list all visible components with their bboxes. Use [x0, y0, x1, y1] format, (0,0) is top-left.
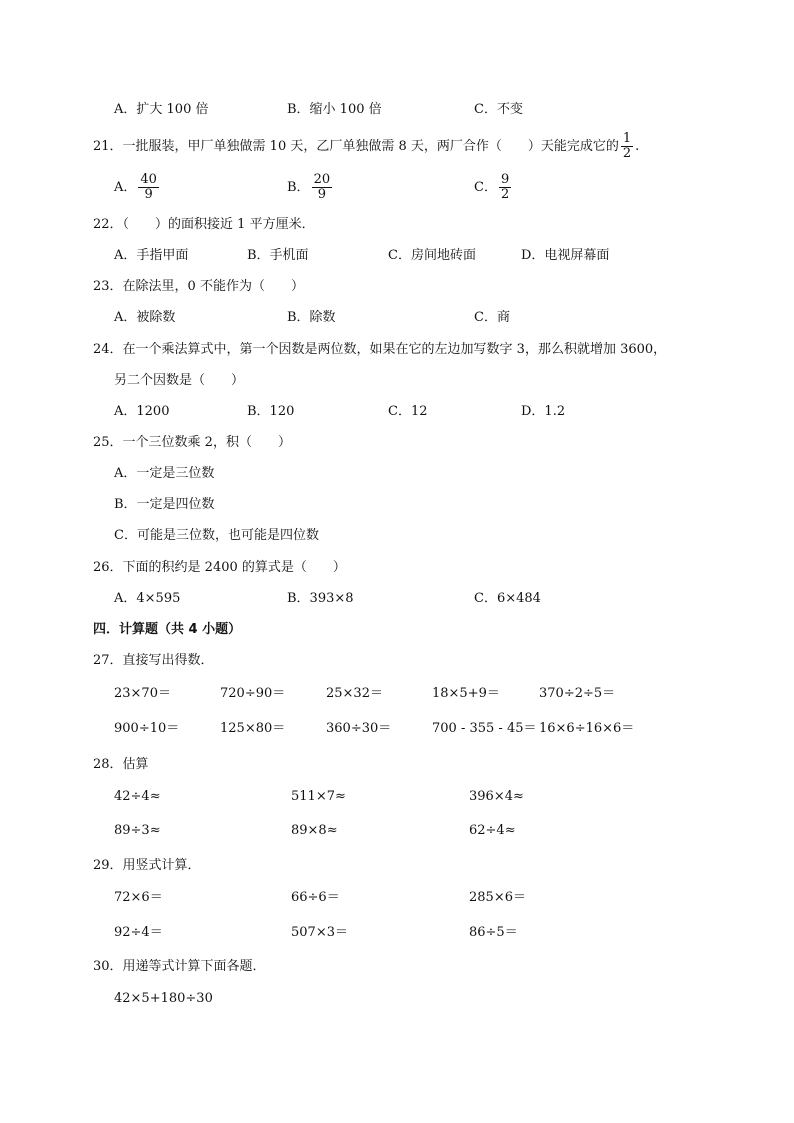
q28-stem: 28．估算 — [93, 757, 149, 772]
q26-stem: 26．下面的积约是 2400 的算式是（ ） — [93, 560, 346, 575]
q22-option-b: B．手机面 — [247, 248, 309, 263]
q21-option-c: C． $\frac{9}{2}$ — [474, 172, 510, 202]
q23-option-b: B．除数 — [287, 310, 336, 325]
q28-item: 511×7≈ — [291, 789, 346, 804]
q27-item: 900÷10＝ — [114, 721, 180, 736]
q22-stem: 22．（ ）的面积接近 1 平方厘米． — [93, 217, 315, 232]
q25-stem: 25．一个三位数乘 2，积（ ） — [93, 435, 291, 450]
q26-option-a: A．4×595 — [114, 591, 181, 606]
q30-stem: 30．用递等式计算下面各题． — [93, 959, 266, 974]
q25-option-c: C．可能是三位数，也可能是四位数 — [114, 528, 319, 543]
q27-item: 25×32＝ — [326, 686, 383, 701]
q29-item: 92÷4＝ — [114, 925, 163, 940]
q26-option-c: C．6×484 — [474, 591, 541, 606]
section-heading: 四．计算题（共 4 小题） — [93, 622, 242, 637]
q26-option-b: B．393×8 — [287, 591, 354, 606]
q28-item: 42÷4≈ — [114, 789, 161, 804]
q20-option-a: A．扩大 100 倍 — [114, 102, 209, 117]
q25-option-a: A．一定是三位数 — [114, 466, 215, 481]
q27-item: 370÷2÷5＝ — [539, 686, 616, 701]
q23-option-c: C．商 — [474, 310, 510, 325]
q24-option-d: D．1.2 — [521, 404, 566, 419]
q23-stem: 23．在除法里，0 不能作为（ ） — [93, 279, 304, 294]
q27-item: 23×70＝ — [114, 686, 171, 701]
q27-item: 360÷30＝ — [326, 721, 392, 736]
q23-option-a: A．被除数 — [114, 310, 176, 325]
q27-stem: 27．直接写出得数． — [93, 653, 214, 668]
q27-item: 720÷90＝ — [220, 686, 286, 701]
q21-stem: 21．一批服装，甲厂单独做需 10 天，乙厂单独做需 8 天，两厂合作（ ）天能完成它的 $\frac{1}{2}$ . — [93, 131, 640, 161]
q28-item: 62÷4≈ — [469, 823, 516, 838]
q25-option-b: B．一定是四位数 — [114, 497, 215, 512]
q29-item: 72×6＝ — [114, 890, 163, 905]
q22-option-d: D．电视屏幕面 — [521, 248, 610, 263]
q24-option-b: B．120 — [247, 404, 295, 419]
q24-option-a: A．1200 — [114, 404, 170, 419]
q27-item: 18×5+9＝ — [432, 686, 500, 701]
q28-item: 396×4≈ — [469, 789, 524, 804]
q21-option-a: A． $\frac{40}{9}$ — [114, 172, 157, 202]
q27-item: 16×6÷16×6＝ — [539, 721, 635, 736]
q21-option-b: B． $\frac{20}{9}$ — [287, 172, 331, 202]
q29-item: 86÷5＝ — [469, 925, 518, 940]
q24-stem-line1: 24．在一个乘法算式中，第一个因数是两位数，如果在它的左边加写数字 3，那么积就增加 3600， — [93, 342, 667, 357]
q29-item: 66÷6＝ — [291, 890, 340, 905]
q28-item: 89×8≈ — [291, 823, 338, 838]
q22-option-c: C．房间地砖面 — [388, 248, 476, 263]
q29-stem: 29．用竖式计算． — [93, 858, 201, 873]
q27-item: 700 - 355 - 45＝ — [432, 721, 537, 736]
q28-item: 89÷3≈ — [114, 823, 161, 838]
q30-expression: 42×5+180÷30 — [114, 991, 213, 1006]
q29-item: 285×6＝ — [469, 890, 526, 905]
q27-item: 125×80＝ — [220, 721, 286, 736]
q20-option-b: B．缩小 100 倍 — [287, 102, 382, 117]
q29-item: 507×3＝ — [291, 925, 348, 940]
q24-stem-line2: 另二个因数是（ ） — [114, 373, 245, 388]
q20-option-c: C．不变 — [474, 102, 523, 117]
q21-stem-fraction: $\frac{1}{2}$ — [622, 131, 632, 161]
q24-option-c: C．12 — [388, 404, 428, 419]
q22-option-a: A．手指甲面 — [114, 248, 189, 263]
